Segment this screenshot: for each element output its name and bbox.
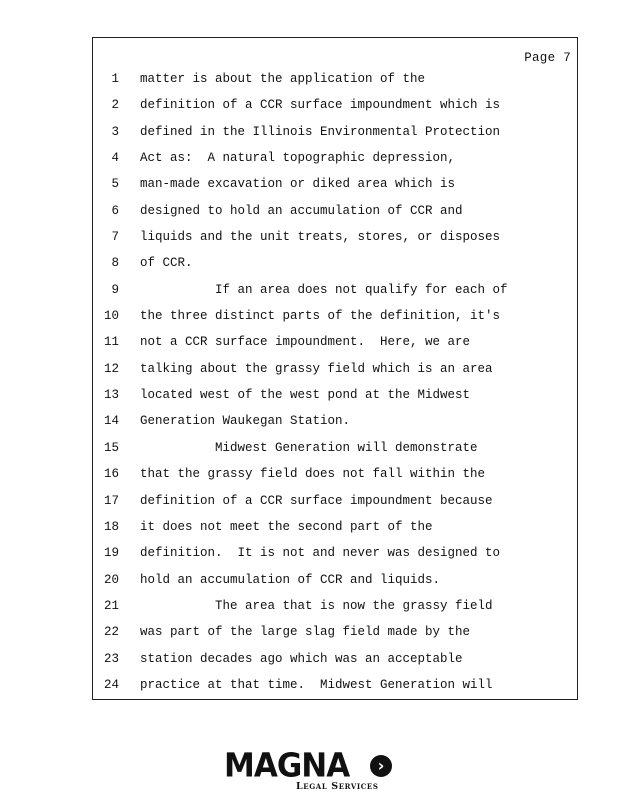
line-number: 9 [111, 282, 119, 297]
line-text: man-made excavation or diked area which is [140, 177, 456, 192]
line-number: 20 [103, 572, 119, 587]
line-text: it does not meet the second part of the [140, 519, 433, 534]
line-text: not a CCR surface impoundment. Here, we are [140, 335, 471, 350]
line-number: 10 [103, 309, 119, 324]
line-number: 23 [103, 651, 119, 666]
logo-subtitle: Legal Services [296, 781, 379, 792]
line-text: definition of a CCR surface impoundment because [140, 493, 493, 508]
line-text: station decades ago which was an acceptable [140, 651, 463, 666]
line-number: 7 [111, 230, 119, 245]
line-text: of CCR. [140, 256, 193, 271]
line-number: 6 [111, 203, 119, 218]
line-text: Act as: A natural topographic depression, [140, 151, 456, 166]
line-text: hold an accumulation of CCR and liquids. [140, 572, 441, 587]
line-number: 1 [111, 72, 119, 86]
line-number: 17 [103, 493, 119, 508]
transcript-page [92, 37, 578, 700]
line-number: 2 [111, 98, 119, 113]
line-number: 5 [111, 177, 119, 192]
line-text: Generation Waukegan Station. [140, 414, 351, 429]
line-text: the three distinct parts of the definition, it's [140, 309, 501, 324]
line-text: was part of the large slag field made by the [140, 625, 471, 640]
logo-arrow-icon: › [370, 755, 392, 777]
line-text: matter is about the application of the [140, 72, 426, 86]
line-text: that the grassy field does not fall within the [140, 467, 486, 482]
line-text: located west of the west pond at the Midwest [140, 388, 471, 403]
line-number: 21 [103, 598, 119, 613]
line-text: talking about the grassy field which is an area [140, 361, 493, 376]
line-text: practice at that time. Midwest Generation will [140, 677, 493, 692]
magna-logo [224, 748, 396, 792]
line-number: 11 [103, 335, 119, 350]
line-number: 12 [103, 361, 119, 376]
line-number: 16 [103, 467, 119, 482]
line-text: definition of a CCR surface impoundment which is [140, 98, 501, 113]
line-text: liquids and the unit treats, stores, or disposes [140, 230, 501, 245]
line-number: 18 [103, 519, 119, 534]
line-text: Midwest Generation will demonstrate [140, 440, 478, 455]
line-number: 15 [103, 440, 119, 455]
line-text: defined in the Illinois Environmental Protection [140, 124, 501, 139]
line-number: 24 [103, 677, 119, 692]
line-number: 19 [103, 546, 119, 561]
line-number: 4 [111, 151, 119, 166]
line-number: 3 [111, 124, 119, 139]
line-text: If an area does not qualify for each of [140, 282, 508, 297]
logo-wordmark: MAGNA [224, 747, 350, 785]
line-text: designed to hold an accumulation of CCR and [140, 203, 463, 218]
line-text: definition. It is not and never was designed to [140, 546, 501, 561]
line-number: 8 [111, 256, 119, 271]
line-number: 14 [103, 414, 119, 429]
line-text: The area that is now the grassy field [140, 598, 493, 613]
page-number: Page 7 [524, 51, 571, 65]
line-number: 22 [103, 625, 119, 640]
line-number: 13 [103, 388, 119, 403]
